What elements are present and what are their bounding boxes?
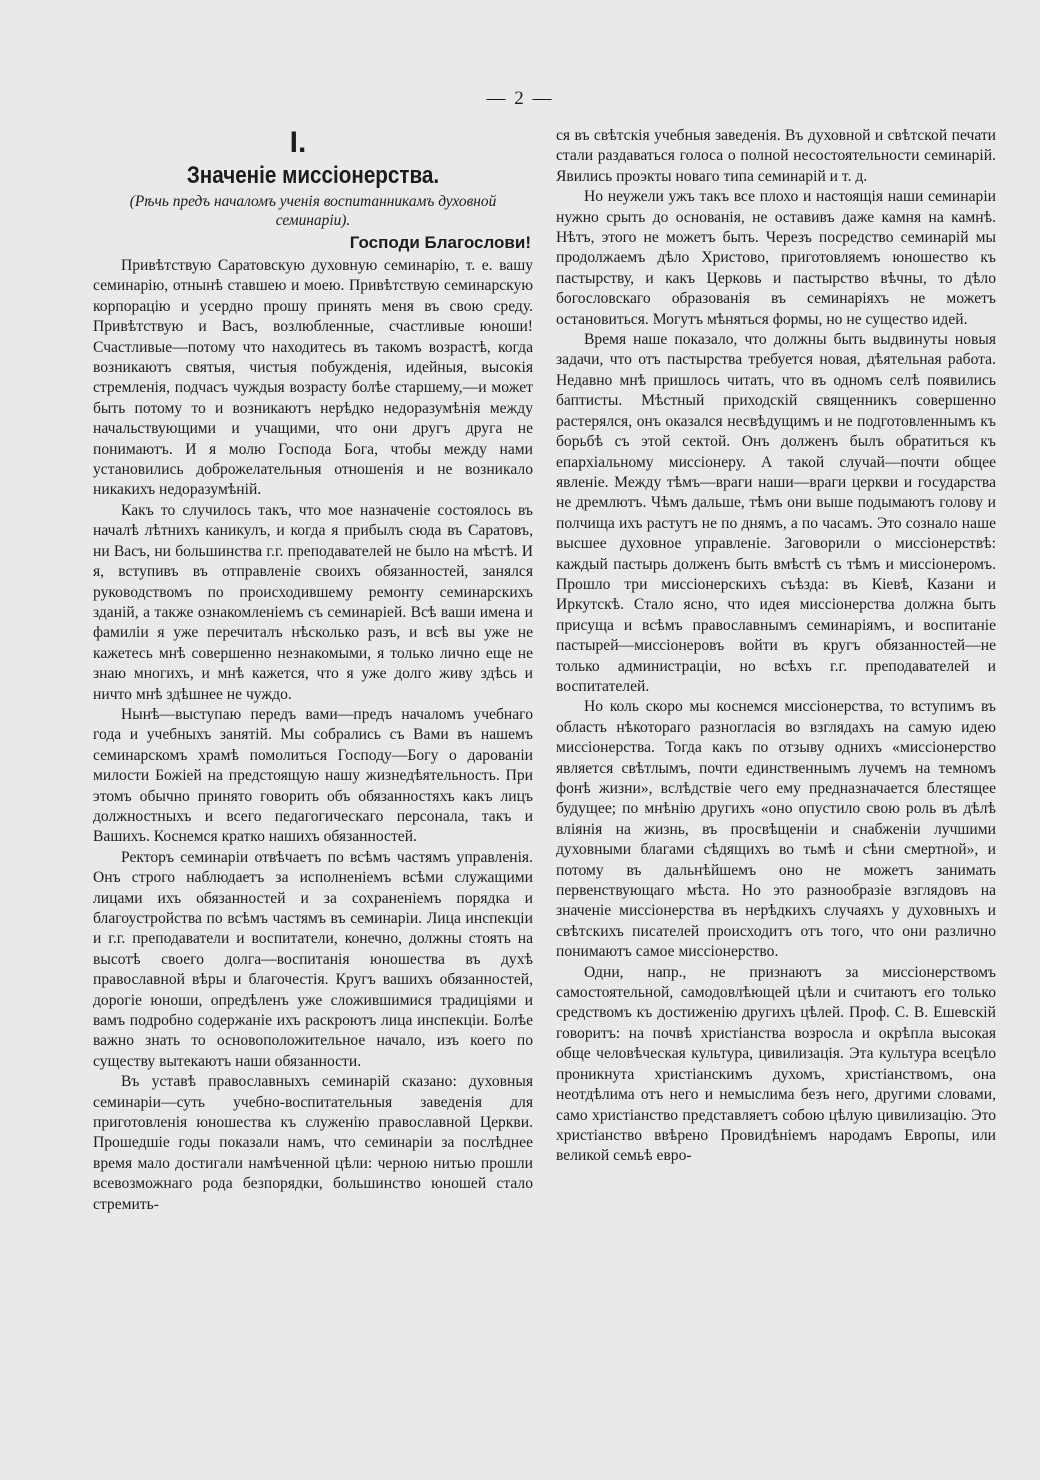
paragraph: Какъ то случилось такъ, что мое назначеніе состоялось въ началѣ лѣтнихъ каникулъ, и когда я прибылъ сюда въ Саратовъ, ни Васъ, ни большинства г.г. преподавателей не было на мѣстѣ. И я, вступивъ въ отправленіе своихъ обязанностей, занялся руководствомъ по происходившему ремонту семинарскихъ зданій, а также ознакомленіемъ съ семинаріей. Всѣ ваши имена и фамиліи я уже перечиталъ нѣсколько разъ, и всѣ вы уже не кажетесь мнѣ совершенно незнакомыми, я только лично еще не знаю многихъ, и мнѣ кажется, что я уже долго живу здѣсь и ничто мнѣ здѣшнее не чуждо. [93, 501, 533, 703]
left-column [93, 126, 533, 1215]
paragraph: Ректоръ семинаріи отвѣчаетъ по всѣмъ частямъ управленія. Онъ строго наблюдаетъ за исполненіемъ всѣми служащими лицами ихъ обязанностей и за сохраненіемъ порядка и благоустройства по всѣмъ частямъ въ семинаріи. Лица инспекціи и г.г. преподаватели и воспитатели, конечно, должны стоять на высотѣ своего долга—воспитанія юношества въ духѣ православной вѣры и благочестія. Кругъ вашихъ обязанностей, дорогіе юноши, опредѣленъ уже сложившимися традиціями и вамъ подробно содержаніе ихъ раскроютъ лица инспекціи. Болѣе важно знать то основоположительное начало, изъ коего по существу вытекаютъ наши обязанности. [93, 848, 533, 1070]
right-column [556, 126, 996, 1167]
paragraph-continued: ся въ свѣтскія учебныя заведенія. Въ духовной и свѣтской печати стали раздаваться голоса о полной несостоятельности семинарій. Явились проэкты новаго типа семинарій и т. д. [556, 127, 996, 185]
paragraph: Но коль скоро мы коснемся миссіонерства, то вступимъ въ область нѣкотораго разногласія во взглядахъ на самую идею миссіонерства. Тогда какъ по отзыву однихъ «миссіонерство является свѣтлымъ, почти единственнымъ лучемъ на темномъ фонѣ жизни», вслѣдствіе чего ему предназначается блестящее будущее; по мнѣнію другихъ «оно опустило свою роль въ дѣлѣ вліянія на жизнь, въ просвѣщеніи и снабженіи лучшими духовными благами сѣдящихъ во тьмѣ и сѣни смертной», и потому въ дальнѣйшемъ оно не можетъ занимать первенствующаго мѣста. Но это разнообразіе взглядовъ на значеніе миссіонерства въ нерѣдкихъ случаяхъ у духовныхъ и свѣтскихъ писателей происходитъ отъ того, что они различно понимаютъ самое миссіонерство. [556, 698, 996, 961]
paragraph: Нынѣ—выступаю передъ вами—предъ началомъ учебнаго года и учебныхъ занятій. Мы собрались съ Вами въ нашемъ семинарскомъ храмѣ помолиться Господу—Богу о дарованіи милости Божіей на предстоящую нашу жизнедѣятельность. При этомъ обычно принято говорить объ обязанностяхъ какъ лицъ должностныхъ и всего педагогическаго персонала, такъ и Вашихъ. Коснемся кратко нашихъ обязанностей. [93, 705, 533, 846]
blessing-heading: Господи Благослови! [349, 233, 531, 252]
paragraph: Въ уставѣ православныхъ семинарій сказано: духовныя семинаріи—суть учебно-воспитательныя заведенія для приготовленія юношества къ служенію православной Церкви. Прошедшіе годы показали намъ, что семинаріи за послѣднее время мало достигали намѣченной цѣли: черною нитью прошли всевозможнаго рода безпорядки, большинство юношей стало стремить- [93, 1073, 533, 1213]
paragraph: Одни, напр., не признаютъ за миссіонерствомъ самостоятельной, самодовлѣющей цѣли и считаютъ его только средствомъ къ достиженію другихъ цѣлей. Проф. С. В. Ешевскій говоритъ: на почвѣ христіанства возросла и окрѣпла высокая обще человѣческая культура, цивилизація. Эта культура всецѣло проникнута христіанскимъ духомъ, христіанствомъ, она неотдѣлима отъ него и немыслима безъ него, другими словами, само христіанство представляетъ собою цѣлую цивилизацію. Это христіанство ввѣрено Провидѣніемъ народамъ Европы, или великой семьѣ евро- [556, 963, 996, 1165]
paragraph: Но неужели ужъ такъ все плохо и настоящія наши семинаріи нужно срыть до основанія, не оставивъ даже камня на камнѣ. Нѣтъ, этого не можетъ быть. Черезъ посредство семинарій мы продолжаемъ дѣло Христово, приготовляемъ юношество къ пастырству, и какъ Церковь и пастырство вѣчны, то дѣло богословскаго образованія въ семинаріяхъ не можетъ остановиться. Могутъ мѣняться формы, но не существо идей. [556, 188, 996, 328]
paragraph: Время наше показало, что должны быть выдвинуты новыя задачи, что отъ пастырства требуется новая, дѣятельная работа. Недавно мнѣ пришлось читать, что въ одномъ селѣ появились баптисты. Мѣстный приходскій священникъ совершенно растерялся, онъ оказался несвѣдущимъ и не подготовленнымъ къ борьбѣ съ этой сектой. Онъ долженъ былъ обратиться къ епархіальному миссіонеру. А такой случай—почти общее явленіе. Между тѣмъ—враги наши—враги церкви и государства не дремлютъ. Чѣмъ дальше, тѣмъ они выше подымаютъ голову и полчища ихъ растутъ не по днямъ, а по часамъ. Это сознало наше высшее духовное управленіе. Заговорили о миссіонерствѣ: каждый пастырь долженъ быть вмѣстѣ съ тѣмъ и миссіонеромъ. Прошло три миссіонерскихъ съѣзда: въ Кіевѣ, Казани и Иркутскѣ. Стало ясно, что идея миссіонерства должна быть присуща и всѣмъ православнымъ семинаріямъ, и воспитаніе пастырей—миссіонеровъ войти въ кругъ обязанностей—не только администраціи, но всѣхъ г.г. преподавателей и воспитателей. [556, 331, 996, 695]
article-subtitle: (Рѣчь предъ началомъ ученія воспитанникамъ духовной семинаріи). [129, 193, 497, 229]
article-title: Значеніе миссіонерства. [186, 162, 440, 189]
section-numeral: I. [289, 126, 307, 159]
page-number: — 2 — [486, 88, 554, 109]
paragraph: Привѣтствую Саратовскую духовную семинарію, т. е. вашу семинарію, отнынѣ ставшею и моею. Привѣтствую семинарскую корпорацію и усердно прошу принять меня въ свою среду. Привѣтствую и Васъ, возлюбленные, счастливые юноши! Счастливые—потому что находитесь въ такомъ возрастѣ, когда возникаютъ святыя, чистыя побужденія, идейныя, высокія стремленія, подчасъ чуждыя возрасту болѣе старшему,—и может быть потому то и возникаютъ нерѣдко недоразумѣнія между начальствующими и учащими, что они другъ друга не понимаютъ. И я молю Господа Бога, чтобы между нами установились доброжелательныя отношенія и не возникало никакихъ недоразумѣній. [93, 257, 533, 499]
